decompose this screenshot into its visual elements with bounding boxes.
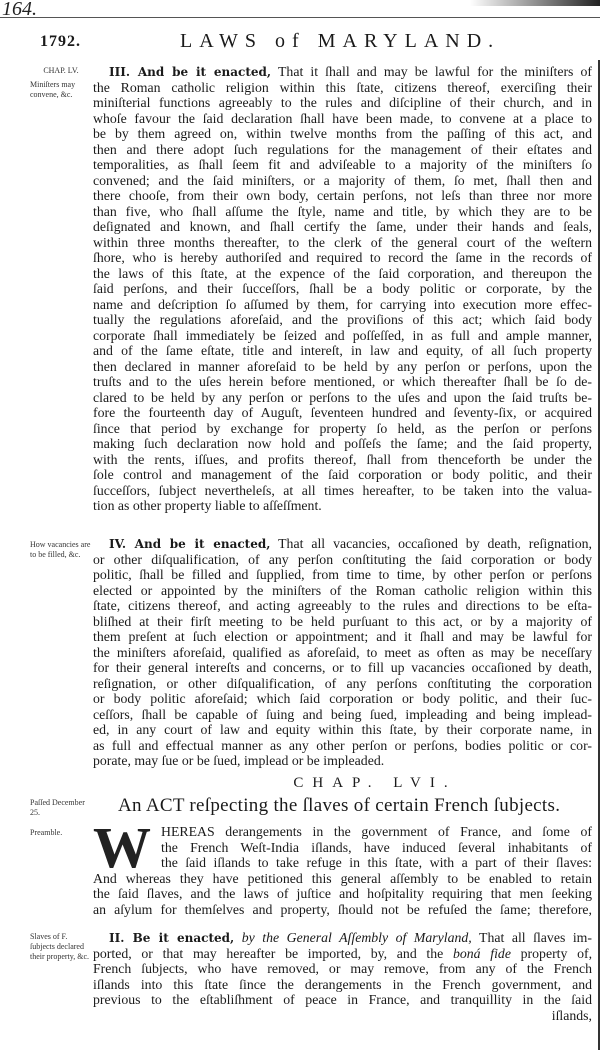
text-line: politic, ſhall be filled and ſupplied, from time to time, by other perſon or perſons: [93, 567, 592, 582]
text-line: or body politic aforeſaid; which ſaid corporation or body politic, and their ſuc-: [93, 691, 592, 706]
scan-edge-shadow: [470, 0, 600, 6]
text-line: then and there adopt ſuch regulations for the management of their eſtates and: [93, 141, 592, 157]
text-line: with the rents, iſſues, and profits thereof, ſhall from thenceforth be under the: [93, 451, 592, 467]
text: That all ſlaves im-: [479, 930, 592, 945]
section-ii: [93, 930, 592, 1023]
text-line: and of the ſame eſtate, title and intereſt, in law and equity, of all ſuch property: [93, 343, 592, 358]
text-line: the miniſters aforeſaid, qualified as aforeſaid, to meet as often as may be neceſſary: [93, 644, 592, 660]
text-line: tion as other property liable to aſſeſſment.: [93, 498, 322, 513]
chapter-heading: CHAP. LVI.: [293, 775, 457, 791]
text-line: for their general intereſts and concerns, or to fill up vacancies occaſioned by death,: [93, 660, 592, 675]
text-line: reſignation, or other diſqualification, of any perſons conſtituting the corporation: [93, 675, 592, 691]
text-line: then declared in manner aforeſaid to be held by any perſon or perſons, upon the: [93, 358, 592, 374]
text-line: deſignated and known, and ſhall certify the ſame, under their hands and ſeals,: [93, 219, 592, 234]
text-line: bliſhed at their firſt meeting to be held purſuant to this act, or by a majority of: [93, 613, 592, 629]
section-iv: [93, 536, 592, 769]
text-line: or other diſqualification, of any perſon conſtituting the ſaid corporation or body: [93, 551, 592, 567]
text-line: ſole control and management of the ſaid corporation or body politic, and their: [93, 467, 592, 482]
text-line: tually the regulations aforeſaid, and the proviſions of this act; which ſaid body: [93, 312, 592, 327]
text-line: And whereas they have petitioned this general aſſembly to be enabled to retain: [93, 870, 592, 886]
text-line: the ſaid ſlaves, and the laws of juſtice and hoſpitality requiring that men ſeeking: [93, 886, 592, 901]
text-line: the Roman catholic religion within this ſtate, citizens thereof, exerciſing their: [93, 79, 592, 95]
text-line: porate, may ſue or be ſued, implead or be impleaded.: [93, 753, 385, 768]
drop-cap: W: [93, 815, 151, 880]
text-line: clared to be held by any perſon or perſons to the uſes and upon the ſaid truſts be-: [93, 389, 592, 405]
text-line: ſtate, citizens thereof, and acting agreeably to the rules and directions to be eſta-: [93, 598, 592, 613]
year: 1792.: [40, 33, 81, 50]
margin-note-convene: Miniſters may convene, &c.: [30, 80, 76, 99]
text-line: an aſylum for themſelves and property, ſhould not be refuſed the ſame; therefore,: [93, 901, 592, 917]
text: That all vacancies, occaſioned by death, reſignation,: [278, 536, 592, 551]
text-line: them preſent at ſuch election or appointment; and it ſhall and may be lawful for: [93, 629, 592, 644]
italic-text: boná fide: [452, 945, 511, 961]
text-line: [93, 536, 592, 552]
text-line: [93, 946, 592, 962]
page-number: 164.: [2, 0, 37, 20]
text-line: ſhore, who is hereby authoriſed and required to record the ſame in the records of: [93, 250, 592, 265]
section-label: IV. And be it enacted,: [109, 537, 271, 551]
text-line: than five, who ſhall aſſume the ſtyle, name and title, by which they are to be: [93, 203, 592, 219]
text-line: fore the fourteenth day of Auguſt, ſeventeen hundred and ſeventy-ſix, or acquired: [93, 405, 592, 420]
text-line: French ſubjects, who have removed, or may remove, from any of the French: [93, 961, 592, 976]
top-rule: [0, 17, 600, 18]
text-line: corporate ſhall immediately be ſeized and poſſeſſed, in as full and ample manner,: [93, 327, 592, 343]
text-line: iſlands into this ſtate ſince the derangements in the French government, and: [93, 976, 592, 992]
text-line: making ſuch declaration now hold and poſſeſs the ſame; and the ſaid property,: [93, 436, 592, 451]
text-line: ſucceſſors, ſubject neverthelеſs, at all times hereafter, to be taken into the valua-: [93, 482, 592, 498]
margin-note-vacancies: How vacancies are to be filled, &c.: [30, 540, 91, 559]
text: property of,: [520, 945, 593, 961]
section-label: II. Be it enacted,: [109, 931, 235, 945]
text-line: the laws of this ſtate, at the expence of the ſaid corporation, and thereupon the: [93, 265, 592, 281]
running-head: LAWS of MARYLAND.: [180, 30, 501, 52]
text-line: ſince that period by exchange for property ſo held, as the perſon or perſons: [93, 420, 592, 436]
margin-note-slaves: Slaves of F. ſubjects declared their property, &c.: [30, 932, 90, 961]
text-line: the ſaid iſlands to take refuge in this ſtate, with a part of their ſlaves:: [161, 855, 592, 870]
text-line: miniſterial functions agreeably to the rules and diſcipline of their church, and in: [93, 95, 592, 110]
margin-chap-lv: CHAP. LV.: [43, 66, 79, 75]
text-line: ceſſors, ſhall be capable of ſuing and being ſued, impleading and being implead-: [93, 706, 592, 722]
text-line: ſaid perſons, and their ſucceſſors, ſhall be a body politic or corporate, by the: [93, 281, 592, 296]
text-line: elected or appointed by the miniſters of the Roman catholic religion within this: [93, 582, 592, 598]
text-line: as full and effectual manner as any other perſon or perſons, bodies politic or cor-: [93, 737, 592, 753]
text-line: previous to the eſtabliſhment of peace in France, and tranquillity in the ſaid: [93, 992, 592, 1007]
text-line: [93, 64, 592, 80]
italic-text: by the General Aſſembly of Maryland,: [241, 930, 472, 945]
section-iii: [93, 64, 592, 514]
preamble: [93, 815, 592, 917]
text-line: HEREAS derangements in the government of France, and ſome of: [161, 824, 592, 839]
text-line: truſts and to the uſes herein before mentioned, or which thereafter ſhall be ſo de-: [93, 374, 592, 389]
text-line: temporalities, as ſhall ſeem fit and adviſeable to a majority of the miniſters ſo: [93, 157, 592, 172]
text-line: there chooſe, from their own body, certain perſons, not leſs than three nor more: [93, 188, 592, 203]
text-line: iſlands,: [551, 1007, 592, 1023]
text: That it ſhall and may be lawful for the miniſters of: [278, 64, 593, 79]
text-line: be by them agreed on, within twelve months from the paſſing of this act, and: [93, 126, 592, 141]
margin-note-preamble: Preamble.: [30, 828, 63, 837]
text-line: convened; and the ſaid miniſters, or a majority of them, ſo met, ſhall then and: [93, 172, 592, 188]
text-line: [93, 930, 592, 946]
text-line: whoſe favour the ſaid declaration ſhall have been made, to convene at a place to: [93, 110, 592, 126]
text-line: the French Weſt-India iſlands, have induced ſeveral inhabitants of: [161, 839, 592, 855]
act-title: An ACT reſpecting the ſlaves of certain French ſubjects.: [118, 795, 561, 816]
text-line: name and deſcription ſo aſſumed by them, for carrying into execution more effec-: [93, 296, 592, 312]
text: ported, or that may hereafter be imported, by, and the: [93, 945, 444, 961]
margin-note-passed: Paſſed December 25.: [30, 798, 85, 817]
text-line: within three months thereafter, to the clerk of the general court of the weſtern: [93, 234, 592, 250]
text-line: ed, in any court of law and equity within this ſtate, by their corporate name, in: [93, 722, 592, 737]
section-label: III. And be it enacted,: [109, 65, 272, 79]
